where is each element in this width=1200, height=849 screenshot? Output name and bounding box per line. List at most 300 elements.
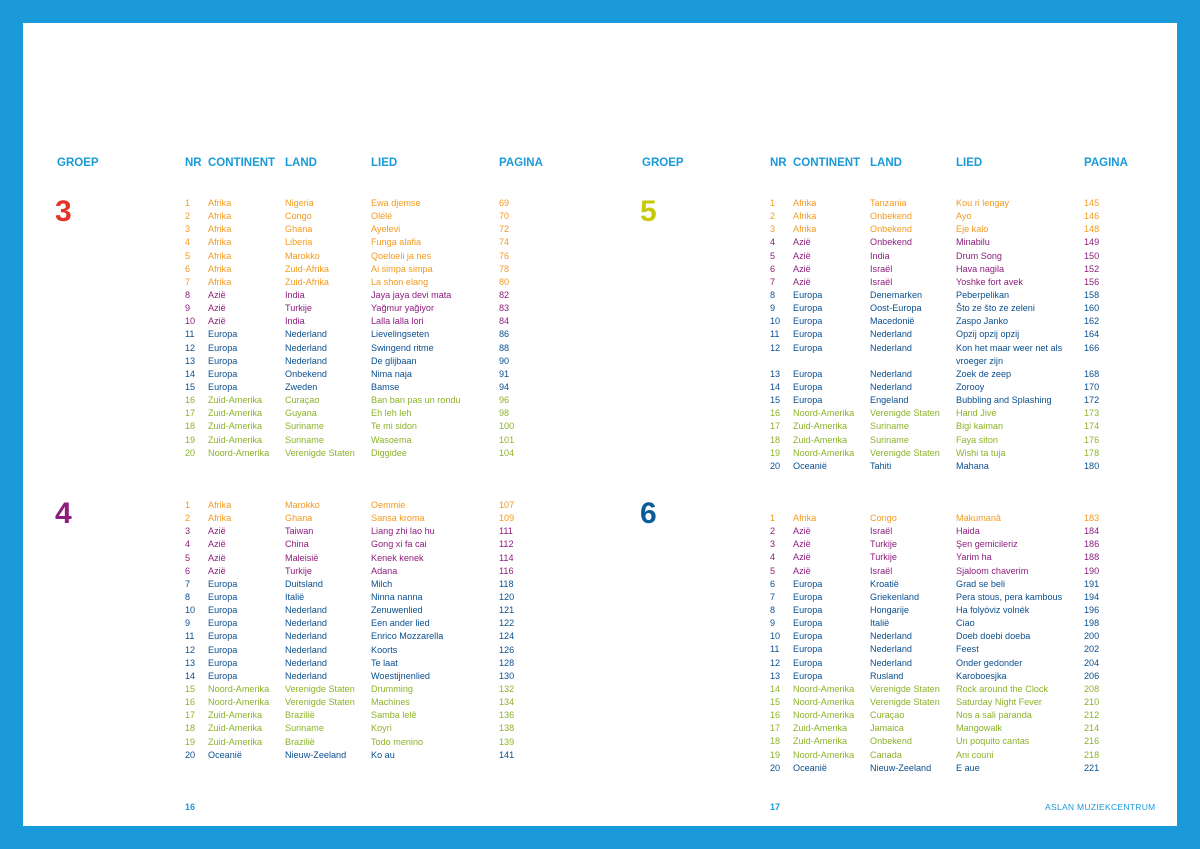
cell-pagina: 94 [499, 381, 510, 392]
table-row [23, 447, 600, 460]
cell-nr: 9 [770, 303, 776, 314]
cell-pagina: 84 [499, 316, 510, 327]
cell-land: Nederland [285, 644, 327, 655]
cell-pagina: 76 [499, 250, 510, 261]
cell-continent: Azië [793, 526, 811, 537]
cell-pagina: 206 [1084, 670, 1100, 681]
cell-pagina: 173 [1084, 408, 1100, 419]
cell-nr: 14 [770, 683, 781, 694]
cell-pagina: 83 [499, 303, 510, 314]
group-number: 3 [55, 195, 72, 228]
cell-pagina: 196 [1084, 604, 1100, 615]
table-row [608, 289, 1185, 302]
cell-nr: 7 [185, 578, 191, 589]
cell-lied: Saturday Night Fever [956, 696, 1042, 707]
table-row [608, 722, 1185, 735]
cell-pagina: 114 [499, 552, 514, 563]
cell-pagina: 168 [1084, 368, 1100, 379]
cell-continent: Europa [793, 657, 823, 668]
cell-land: Nederland [285, 329, 327, 340]
cell-lied: Un poquito cantas [956, 736, 1030, 747]
cell-lied: La shon elang [371, 276, 429, 287]
cell-continent: Azië [793, 276, 811, 287]
cell-nr: 11 [185, 631, 195, 642]
cell-land: Nederland [870, 342, 912, 353]
cell-nr: 20 [185, 749, 196, 760]
cell-nr: 20 [770, 460, 781, 471]
cell-nr: 18 [770, 434, 781, 445]
cell-nr: 2 [185, 211, 191, 222]
cell-nr: 17 [185, 408, 196, 419]
header-pagina: PAGINA [1084, 157, 1128, 169]
cell-lied: Jaya jaya devi mata [371, 289, 452, 300]
cell-land: Onbekend [285, 368, 327, 379]
cell-land: Nederland [285, 657, 327, 668]
cell-pagina: 122 [499, 618, 515, 629]
table-row [608, 381, 1185, 394]
table-row [608, 762, 1185, 775]
cell-continent: Europa [793, 303, 823, 314]
table-row [608, 604, 1185, 617]
cell-land: Zweden [285, 381, 318, 392]
cell-pagina: 146 [1084, 211, 1100, 222]
cell-continent: Europa [793, 342, 823, 353]
cell-nr: 9 [185, 303, 191, 314]
cell-pagina: 200 [1084, 631, 1100, 642]
cell-pagina: 120 [499, 591, 515, 602]
cell-nr: 13 [185, 657, 196, 668]
cell-continent: Azië [208, 289, 226, 300]
cell-nr: 8 [185, 289, 191, 300]
cell-land: Turkije [285, 565, 312, 576]
cell-continent: Zuid-Amerika [208, 421, 263, 432]
cell-nr: 17 [770, 421, 781, 432]
cell-continent: Europa [793, 368, 823, 379]
page-number-left: 16 [185, 802, 196, 812]
cell-pagina: 218 [1084, 749, 1100, 760]
table-row [23, 236, 600, 249]
cell-continent: Europa [208, 355, 238, 366]
cell-land: Suriname [870, 421, 909, 432]
cell-nr: 1 [185, 198, 191, 208]
cell-lied: Faya siton [956, 434, 998, 445]
cell-continent: Europa [208, 644, 238, 655]
cell-lied: Todo menino [371, 736, 424, 747]
cell-continent: Zuid-Amerika [208, 723, 263, 734]
table-row [608, 643, 1185, 656]
cell-nr: 5 [770, 565, 776, 576]
cell-continent: Afrika [208, 250, 232, 261]
cell-continent: Afrika [208, 198, 232, 208]
cell-pagina: 194 [1084, 591, 1100, 602]
cell-pagina: 138 [499, 723, 515, 734]
cell-lied: Machines [371, 697, 410, 708]
cell-nr: 19 [770, 749, 781, 760]
cell-land: Marokko [285, 250, 320, 261]
cell-land: India [285, 289, 305, 300]
cell-nr: 4 [770, 552, 776, 563]
cell-nr: 16 [770, 408, 781, 419]
page-number-right: 17 [770, 802, 781, 812]
cell-nr: 11 [185, 329, 195, 340]
table-row [608, 236, 1185, 249]
cell-lied: Adana [371, 565, 398, 576]
header-continent: CONTINENT [793, 157, 861, 169]
cell-nr: 19 [185, 434, 196, 445]
cell-pagina: 162 [1084, 316, 1100, 327]
table-row [23, 328, 600, 341]
cell-continent: Noord-Amerika [208, 683, 270, 694]
table-row [23, 538, 600, 551]
cell-lied: Haida [956, 526, 980, 537]
cell-pagina: 164 [1084, 329, 1100, 340]
cell-pagina: 118 [499, 578, 514, 589]
cell-land: Nederland [870, 368, 912, 379]
cell-pagina: 100 [499, 421, 515, 432]
table-row [23, 512, 600, 525]
cell-continent: Europa [793, 395, 823, 406]
cell-lied: Funga alafia [371, 237, 422, 248]
cell-continent: Europa [208, 368, 238, 379]
cell-continent: Europa [208, 618, 238, 629]
cell-lied: Ninna nanna [371, 591, 423, 602]
table-row [23, 709, 600, 722]
cell-land: Congo [285, 211, 312, 222]
cell-continent: Zuid-Amerika [208, 395, 263, 406]
cell-lied: Peberpelikan [956, 289, 1010, 300]
table-row [23, 736, 600, 749]
cell-lied: Minabilu [956, 237, 990, 248]
cell-pagina: 82 [499, 289, 510, 300]
cell-pagina: 184 [1084, 526, 1100, 537]
table-row [608, 197, 1185, 210]
table-row [23, 749, 600, 762]
cell-nr: 6 [770, 578, 776, 589]
cell-land: Liberia [285, 237, 313, 248]
cell-land: Israël [870, 565, 893, 576]
cell-nr: 15 [185, 683, 196, 694]
cell-continent: Europa [208, 578, 238, 589]
table-row [608, 368, 1185, 381]
cell-land: Zuid-Afrika [285, 263, 329, 274]
cell-continent: Afrika [208, 237, 232, 248]
cell-land: India [285, 316, 305, 327]
cell-continent: Oceanië [793, 460, 827, 471]
table-row [23, 197, 600, 210]
group-number: 5 [640, 195, 657, 228]
table-row [608, 525, 1185, 538]
cell-land: Nigeria [285, 198, 314, 208]
table-row [608, 617, 1185, 630]
table-row [608, 250, 1185, 263]
header-land: LAND [870, 157, 902, 169]
cell-lied: Swingend ritme [371, 342, 434, 353]
cell-continent: Azië [793, 565, 811, 576]
cell-continent: Noord-Amerika [793, 408, 855, 419]
cell-continent: Afrika [793, 198, 817, 208]
cell-pagina: 178 [1084, 447, 1100, 458]
table-row [608, 670, 1185, 683]
cell-land: Nederland [285, 631, 327, 642]
cell-pagina: 88 [499, 342, 510, 353]
cell-continent: Azië [793, 250, 811, 261]
cell-land: Suriname [870, 434, 909, 445]
cell-pagina: 160 [1084, 303, 1100, 314]
cell-pagina: 72 [499, 224, 510, 235]
table-row [608, 565, 1185, 578]
table-row [23, 578, 600, 591]
cell-land: Tahiti [870, 460, 892, 471]
cell-land: Israël [870, 526, 893, 537]
cell-pagina: 191 [1084, 578, 1100, 589]
cell-continent: Europa [793, 329, 823, 340]
table-row [23, 722, 600, 735]
table-row [23, 420, 600, 433]
cell-nr: 1 [770, 513, 776, 523]
cell-continent: Afrika [208, 513, 232, 524]
cell-continent: Oceanië [208, 749, 242, 760]
cell-lied: Doeb doebi doeba [956, 631, 1031, 642]
cell-lied: Što ze što ze zeleni [956, 303, 1035, 314]
cell-pagina: 126 [499, 644, 515, 655]
table-row [23, 289, 600, 302]
cell-land: Onbekend [870, 736, 912, 747]
cell-land: Verenigde Staten [285, 447, 355, 458]
cell-lied: Yağmur yağiyor [371, 303, 435, 314]
table-row [23, 604, 600, 617]
table-row [23, 683, 600, 696]
cell-lied: Ciao [956, 618, 975, 629]
cell-nr: 6 [770, 263, 776, 274]
cell-land: Kroatië [870, 578, 899, 589]
cell-lied: Feest [956, 644, 979, 655]
cell-nr: 16 [185, 395, 196, 406]
cell-lied: Opzij opzij opzij [956, 329, 1020, 340]
cell-land: Griekenland [870, 591, 920, 602]
cell-lied: Drumming [371, 683, 413, 694]
cell-lied: Zaspo Janko [956, 316, 1009, 327]
table-row [23, 368, 600, 381]
cell-land: Italië [870, 618, 890, 629]
cell-lied: Zorooy [956, 381, 985, 392]
cell-lied: Ayelevi [371, 224, 401, 235]
table-row [608, 735, 1185, 748]
cell-lied: De glijbaan [371, 355, 417, 366]
cell-land: Guyana [285, 408, 317, 419]
cell-pagina: 152 [1084, 263, 1100, 274]
cell-continent: Europa [793, 618, 823, 629]
cell-pagina: 183 [1084, 513, 1100, 523]
table-row [23, 657, 600, 670]
cell-lied: Wasoema [371, 434, 412, 445]
cell-nr: 12 [770, 657, 781, 668]
cell-lied: Hand Jive [956, 408, 997, 419]
cell-continent: Zuid-Amerika [793, 421, 848, 432]
cell-lied: Te mi sidon [371, 421, 417, 432]
cell-lied: Rock around the Clock [956, 683, 1048, 694]
cell-nr: 19 [185, 736, 196, 747]
cell-continent: Europa [208, 381, 238, 392]
cell-nr: 17 [185, 710, 196, 721]
cell-nr: 15 [770, 696, 781, 707]
cell-continent: Europa [793, 578, 823, 589]
cell-nr: 4 [185, 539, 191, 550]
cell-lied: Eje kalo [956, 224, 989, 235]
cell-continent: Afrika [208, 500, 232, 510]
cell-nr: 13 [770, 368, 781, 379]
table-row [23, 315, 600, 328]
cell-nr: 4 [770, 237, 776, 248]
table-row [23, 696, 600, 709]
cell-land: Israël [870, 263, 893, 274]
cell-pagina: 104 [499, 447, 515, 458]
cell-pagina: 149 [1084, 237, 1100, 248]
cell-continent: Europa [793, 644, 823, 655]
table-row [608, 657, 1185, 670]
cell-land: Verenigde Staten [285, 697, 355, 708]
cell-continent: Noord-Amerika [793, 710, 855, 721]
cell-continent: Afrika [793, 211, 817, 222]
song-table-group-5 [608, 197, 1185, 473]
cell-continent: Europa [208, 631, 238, 642]
cell-land: Nederland [870, 657, 912, 668]
cell-land: Nederland [285, 618, 327, 629]
table-row [608, 683, 1185, 696]
cell-pagina: 202 [1084, 644, 1100, 655]
cell-pagina: 91 [499, 368, 510, 379]
cell-land: Nieuw-Zeeland [870, 762, 932, 773]
table-row [608, 315, 1185, 328]
header-pagina: PAGINA [499, 157, 543, 169]
cell-land: Brazilië [285, 736, 315, 747]
cell-land: Nederland [870, 329, 912, 340]
cell-nr: 11 [770, 644, 780, 655]
header-nr: NR [185, 157, 202, 169]
cell-continent: Zuid-Amerika [208, 736, 263, 747]
cell-continent: Europa [208, 657, 238, 668]
cell-nr: 3 [770, 539, 776, 550]
cell-pagina: 109 [499, 513, 515, 524]
cell-lied: Onder gedonder [956, 657, 1023, 668]
group-number: 4 [55, 497, 72, 530]
cell-nr: 16 [770, 710, 781, 721]
cell-land: Onbekend [870, 224, 912, 235]
cell-continent: Afrika [793, 513, 817, 523]
table-row [23, 670, 600, 683]
cell-land: Turkije [870, 539, 897, 550]
cell-nr: 16 [185, 697, 196, 708]
cell-land: Engeland [870, 395, 909, 406]
cell-lied: Mangowalk [956, 723, 1002, 734]
table-row [23, 355, 600, 368]
publisher-brand: ASLAN MUZIEKCENTRUM [1045, 802, 1156, 812]
cell-continent: Azië [208, 539, 226, 550]
cell-continent: Azië [793, 263, 811, 274]
cell-land: Zuid-Afrika [285, 276, 329, 287]
header-groep: GROEP [57, 157, 99, 169]
cell-nr: 8 [770, 289, 776, 300]
cell-lied: Een ander lied [371, 618, 430, 629]
cell-pagina: 111 [499, 526, 513, 537]
table-row [23, 630, 600, 643]
cell-pagina: 210 [1084, 696, 1100, 707]
cell-lied: Ai simpa simpa [371, 263, 433, 274]
cell-continent: Europa [208, 670, 238, 681]
cell-continent: Zuid-Amerika [793, 723, 848, 734]
cell-continent: Zuid-Amerika [208, 434, 263, 445]
cell-lied: Kon het maar weer net als vroeger zijn [956, 342, 1063, 366]
cell-lied: Koorts [371, 644, 398, 655]
cell-lied: Ani couni [956, 749, 994, 760]
cell-lied: Qoeloeli ja nes [371, 250, 432, 261]
table-row [23, 381, 600, 394]
cell-land: Hongarije [870, 604, 909, 615]
cell-lied: Yarim ha [956, 552, 992, 563]
cell-pagina: 204 [1084, 657, 1100, 668]
cell-continent: Europa [208, 591, 238, 602]
cell-pagina: 86 [499, 329, 510, 340]
cell-pagina: 121 [499, 605, 515, 616]
table-row [608, 578, 1185, 591]
table-row [23, 525, 600, 538]
cell-nr: 12 [185, 342, 196, 353]
header-lied: LIED [956, 157, 983, 169]
cell-land: Israël [870, 276, 893, 287]
cell-land: Onbekend [870, 237, 912, 248]
cell-continent: Azië [208, 316, 226, 327]
cell-nr: 10 [185, 605, 196, 616]
cell-land: Suriname [285, 421, 324, 432]
cell-lied: Ban ban pas un rondu [371, 395, 461, 406]
table-row [23, 565, 600, 578]
cell-pagina: 186 [1084, 539, 1100, 550]
cell-pagina: 70 [499, 211, 510, 222]
cell-pagina: 69 [499, 198, 510, 208]
cell-pagina: 145 [1084, 198, 1100, 208]
cell-land: Nederland [870, 644, 912, 655]
cell-lied: Lalla lalla lori [371, 316, 424, 327]
table-row [608, 749, 1185, 762]
cell-nr: 14 [185, 368, 196, 379]
table-row [23, 552, 600, 565]
cell-continent: Noord-Amerika [793, 683, 855, 694]
song-table-group-4 [23, 499, 600, 762]
table-row [23, 499, 600, 512]
cell-lied: Bigi kaiman [956, 421, 1004, 432]
cell-continent: Europa [793, 670, 823, 681]
cell-nr: 7 [770, 591, 776, 602]
cell-continent: Europa [793, 381, 823, 392]
cell-land: Verenigde Staten [870, 683, 940, 694]
song-table-group-3 [23, 197, 600, 460]
cell-nr: 2 [770, 211, 776, 222]
cell-nr: 17 [770, 723, 781, 734]
cell-pagina: 221 [1084, 762, 1100, 773]
cell-continent: Europa [208, 342, 238, 353]
cell-land: Congo [870, 513, 897, 523]
cell-pagina: 214 [1084, 723, 1100, 734]
cell-pagina: 74 [499, 237, 510, 248]
cell-nr: 7 [770, 276, 776, 287]
cell-nr: 6 [185, 565, 191, 576]
cell-pagina: 80 [499, 276, 510, 287]
table-row [608, 591, 1185, 604]
cell-land: Jamaica [870, 723, 904, 734]
cell-pagina: 101 [499, 434, 515, 445]
table-row [23, 617, 600, 630]
cell-nr: 10 [770, 631, 781, 642]
table-row [608, 263, 1185, 276]
